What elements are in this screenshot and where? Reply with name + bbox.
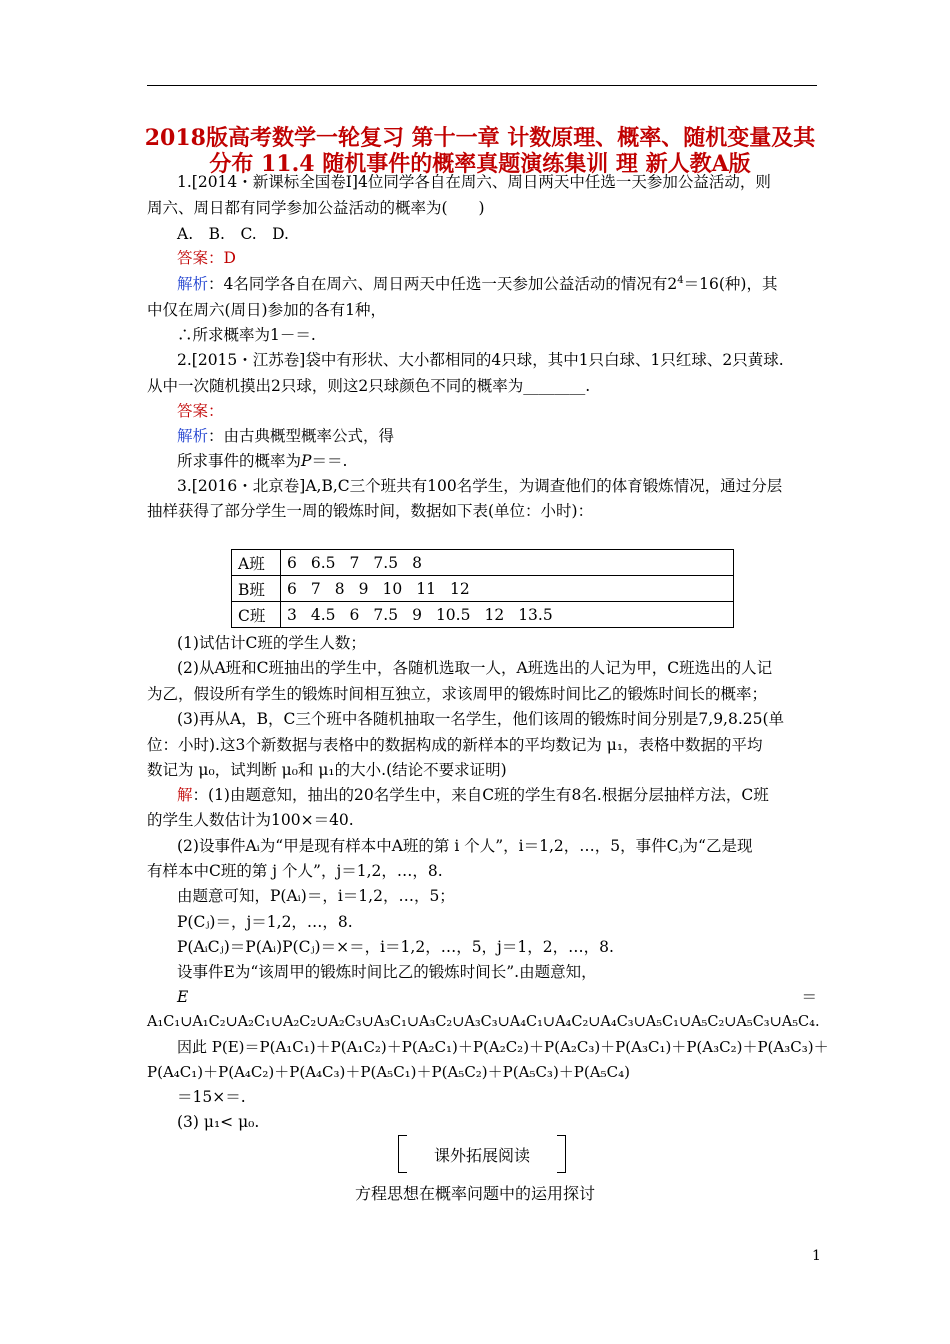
q1-answer [177,247,236,269]
q3-solution-line14: (3) μ₁< μ₀. [177,1113,260,1131]
table-cell-value: 12 [484,605,505,624]
q3-part2-line2: 为乙，假设所有学生的锻炼时间相互独立，求该周甲的锻炼时间比乙的锻炼时间长的概率； [147,685,768,703]
q3-solution-line11: 因此 P(E)＝P(A₁C₁)＋P(A₁C₂)＋P(A₂C₁)＋P(A₂C₂)＋P(A₂C₃)＋P(A₃C₁)＋P(A₃C₂)＋P(A₃C₃)＋ [177,1038,829,1056]
q3-solution-line12: P(A₄C₁)＋P(A₄C₂)＋P(A₄C₃)＋P(A₅C₁)＋P(A₅C₂)＋P(A₅C₃)＋P(A₅C₄) [147,1063,630,1081]
event-symbol: E [177,988,189,1006]
q3-solution-line3: (2)设事件Aᵢ为“甲是现有样本中A班的第 i 个人”，i＝1,2，…，5，事件Cⱼ为“乙是现 [177,837,753,855]
table-cell-value: 7 [310,579,321,598]
extension-reading-box [398,1135,566,1173]
table-row-label: C班 [232,602,281,628]
table-cell-value: 3 [287,605,297,624]
doc-title-line2: 分布 11.4 随机事件的概率真题演练集训 理 新人教A版 [209,151,751,177]
q3-part2-line1: (2)从A班和C班抽出的学生中，各随机选取一人，A班选出的人记为甲，C班选出的人记 [177,659,773,677]
table-row-values [281,602,734,628]
table-row-label: B班 [232,576,281,602]
q3-solution-line10: A₁C₁∪A₁C₂∪A₂C₁∪A₂C₂∪A₂C₃∪A₃C₁∪A₃C₂∪A₃C₃∪A₄C₁∪A₄C₂∪A₄C₃∪A₅C₁∪A₅C₂∪A₅C₃∪A₅C₄. [147,1014,820,1030]
table-cell-value: 6 [287,553,297,572]
equals-sign: ＝ [801,988,817,1006]
q2-line1: 2.[2015・江苏卷]袋中有形状、大小都相同的4只球，其中1只白球、1只红球、2只黄球. [177,351,784,369]
analysis-text: 所求事件的概率为 [177,452,302,470]
answer-label: 答案 [177,402,209,420]
q3-line2: 抽样获得了部分学生一周的锻炼时间，数据如下表(单位：小时)： [147,502,594,520]
analysis-text: ＝16(种)，其 [683,275,778,293]
q1-line2: 周六、周日都有同学参加公益活动的概率为( ) [147,199,485,217]
table-cell-value: 13.5 [518,605,553,624]
q3-solution-line4: 有样本中C班的第 j 个人”，j＝1,2，…，8. [147,862,443,880]
table-cell-value: 7.5 [373,553,399,572]
table-row-label: A班 [232,550,281,576]
table-cell-value: 7 [349,553,360,572]
table-row [232,550,734,576]
q3-part1: (1)试估计C班的学生人数； [177,634,366,652]
q3-solution-line8: 设事件E为“该周甲的锻炼时间比乙的锻炼时间长”.由题意知， [177,963,597,981]
header-rule [147,85,817,86]
table-cell-value: 9 [412,605,422,624]
answer-value: ：D [208,249,236,267]
q3-line1: 3.[2016・北京卷]A,B,C三个班共有100名学生，为调查他们的体育锻炼情况，通过分层 [177,477,783,495]
answer-label: 答案 [177,249,209,267]
doc-title-line1: 2018版高考数学一轮复习 第十一章 计数原理、概率、随机变量及其 [144,125,816,151]
analysis-label: 解析 [177,427,209,445]
table-cell-value: 4.5 [310,605,336,624]
analysis-text: ：由古典概型概率公式，得 [208,427,395,445]
answer-value: ： [208,402,224,420]
q1-options: A. B. C. D. [177,225,289,243]
q1-analysis-line2: 中仅在周六(周日)参加的各有1种， [147,301,386,319]
analysis-text: ＝＝. [311,452,348,470]
q2-analysis-line1 [177,425,394,447]
q3-part3-line2: 位：小时).这3个新数据与表格中的数据构成的新样本的平均数记为 μ₁，表格中数据的平均 [147,736,763,754]
table-cell-value: 9 [358,579,369,598]
data-table [231,549,734,628]
table-cell-value: 8 [334,579,345,598]
solution-text: ：(1)由题意知，抽出的20名学生中，来自C班的学生有8名.根据分层抽样方法，C班 [192,786,769,804]
q1-analysis-line1 [177,273,777,295]
table-cell-value: 7.5 [373,605,399,624]
q1-line1: 1.[2014・新课标全国卷Ⅰ]4位同学各自在周六、周日两天中任选一天参加公益活动，则 [177,173,771,191]
q3-solution-line6: P(Cⱼ)＝，j＝1,2，…，8. [177,913,353,931]
table-row-values [281,576,734,602]
page-number: 1 [812,1248,821,1264]
table-cell-value: 10.5 [435,605,471,624]
q3-solution-line7: P(AᵢCⱼ)＝P(Aᵢ)P(Cⱼ)＝×＝，i＝1,2，…，5，j＝1，2，…，8. [177,938,614,956]
extension-subtitle: 方程思想在概率问题中的运用探讨 [354,1184,595,1203]
q1-analysis-line3: ∴所求概率为1－＝. [177,326,316,344]
q3-part3-line1: (3)再从A，B，C三个班中各随机抽取一名学生，他们该周的锻炼时间分别是7,9,8.25(单 [177,710,785,728]
q3-solution-line13: ＝15×＝. [177,1088,246,1106]
table-cell-value: 6 [349,605,360,624]
table-cell-value: 8 [412,553,422,572]
probability-symbol: P [301,452,312,470]
q3-solution-line9 [177,986,817,1008]
table-cell-value: 12 [449,579,470,598]
q3-solution-line5: 由题意可知，P(Aᵢ)＝，i＝1,2，…，5； [177,887,455,905]
table-cell-value: 6.5 [310,553,336,572]
analysis-text: ：4名同学各自在周六、周日两天中任选一天参加公益活动的情况有2 [208,275,678,293]
q3-solution-line1 [177,784,769,806]
q3-part3-line3: 数记为 μ₀，试判断 μ₀和 μ₁的大小.(结论不要求证明) [147,761,507,779]
table-row-values [281,550,734,576]
exponent: 4 [677,274,684,286]
table-cell-value: 10 [382,579,403,598]
solution-label: 解 [177,786,193,804]
extension-box-label: 课外拓展阅读 [433,1146,530,1165]
q2-line2: 从中一次随机摸出2只球，则这2只球颜色不同的概率为________. [147,377,591,395]
q2-answer [177,400,224,422]
table-cell-value: 6 [287,579,297,598]
table-row [232,602,734,628]
table-cell-value: 11 [416,579,436,598]
q2-analysis-line2 [177,450,347,472]
q3-solution-line2: 的学生人数估计为100×＝40. [147,811,354,829]
table-row [232,576,734,602]
analysis-label: 解析 [177,275,209,293]
